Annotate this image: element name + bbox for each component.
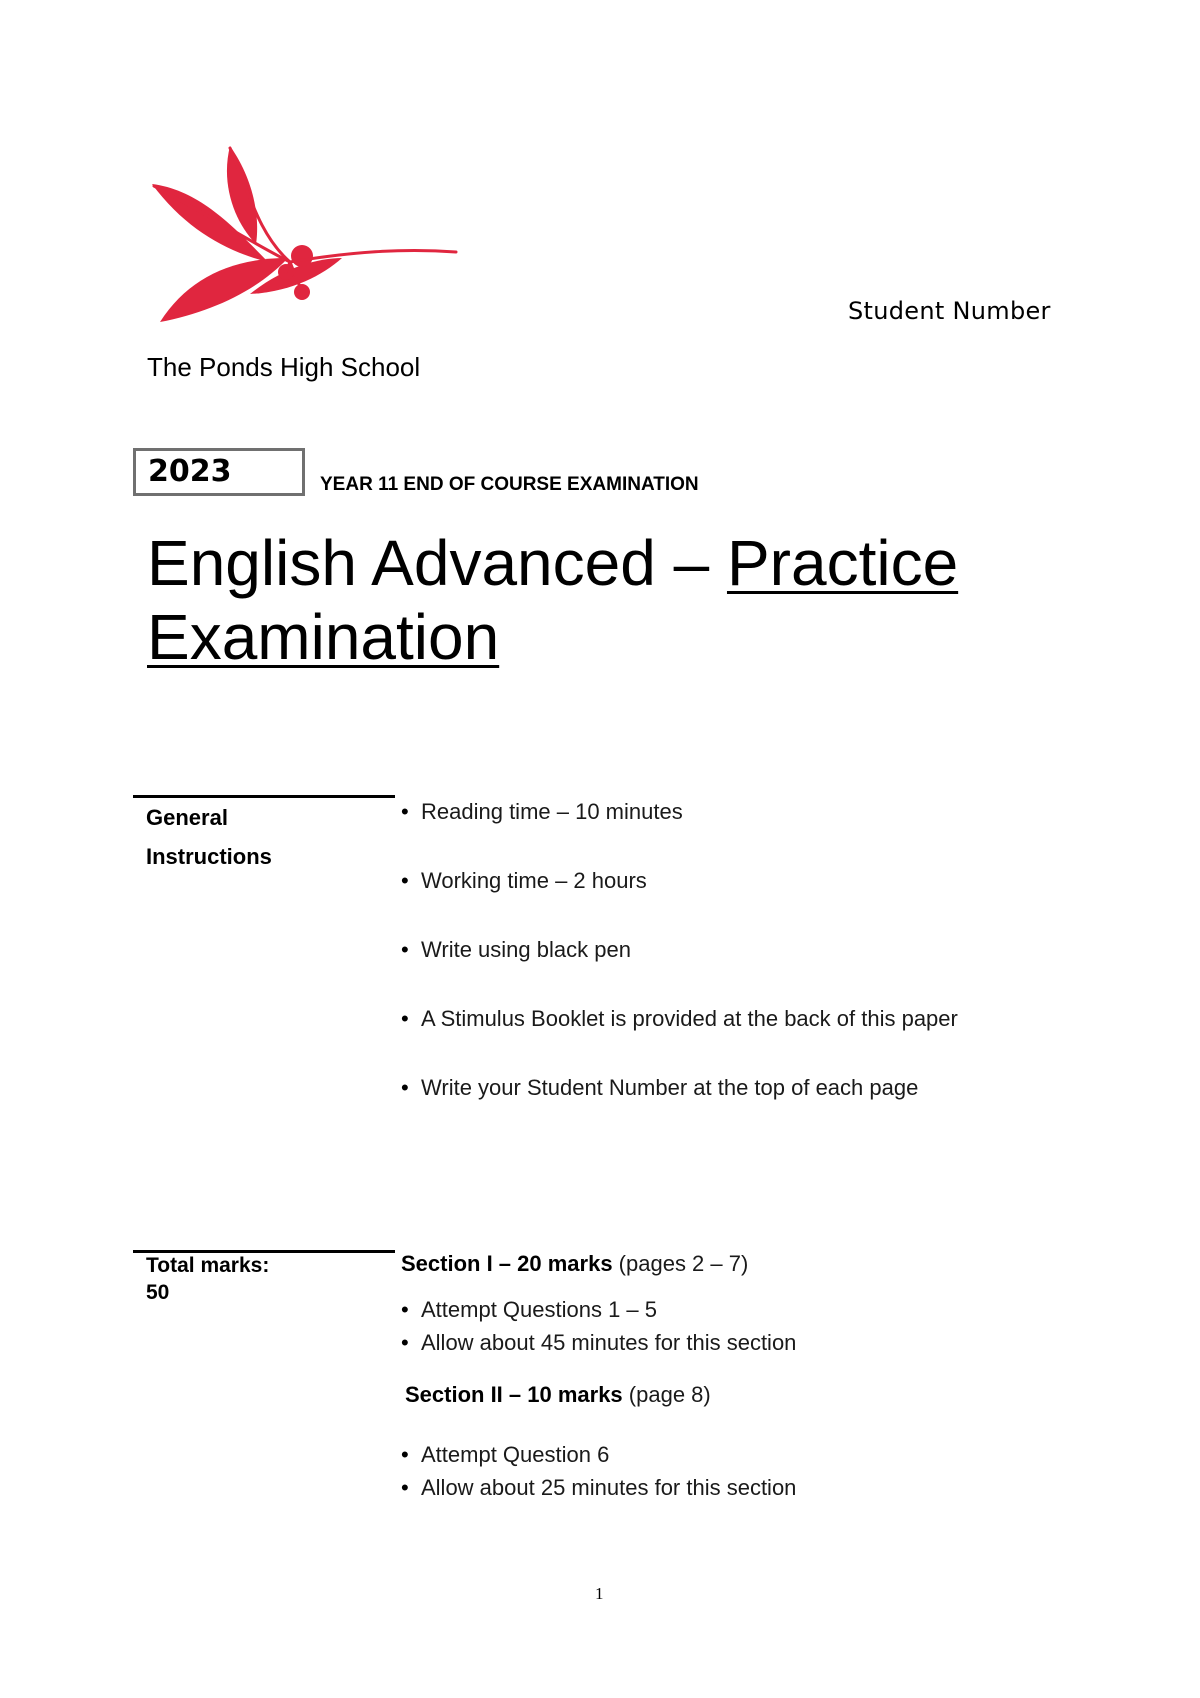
list-item: • Attempt Questions 1 – 5 [401, 1293, 796, 1326]
general-instructions-label [146, 798, 272, 876]
section2-heading [405, 1382, 711, 1408]
student-number-label: Student Number [848, 297, 1051, 325]
exam-label: YEAR 11 END OF COURSE EXAMINATION [320, 474, 699, 495]
total-marks-value: 50 [146, 1281, 170, 1304]
list-item: • Working time – 2 hours [401, 866, 958, 935]
list-item: • Allow about 45 minutes for this section [401, 1326, 796, 1359]
total-marks-label [146, 1252, 269, 1306]
list-item: • Reading time – 10 minutes [401, 797, 958, 866]
general-label-line1: General [146, 805, 228, 830]
school-name: The Ponds High School [147, 352, 421, 382]
total-marks-text: Total marks: [146, 1254, 270, 1277]
general-label-line2: Instructions [146, 844, 272, 869]
list-item: • Allow about 25 minutes for this section [401, 1471, 796, 1504]
gum-leaf-sprig-icon [140, 140, 460, 330]
section2-list [401, 1438, 796, 1504]
list-item: • A Stimulus Booklet is provided at the back of this paper [401, 1004, 958, 1073]
title-practice: Practice [726, 527, 959, 599]
instruction-list [401, 797, 958, 1142]
title-subject: English Advanced – [147, 527, 727, 599]
title-examination: Examination [147, 601, 500, 673]
list-item: • Write your Student Number at the top of each page [401, 1073, 958, 1142]
year-box: 2023 [133, 448, 305, 496]
section1-heading [401, 1251, 748, 1277]
section2-title: Section II – 10 marks [405, 1382, 623, 1407]
section1-pages: (pages 2 – 7) [612, 1251, 749, 1276]
section2-pages: (page 8) [622, 1382, 711, 1407]
list-item: • Attempt Question 6 [401, 1438, 796, 1471]
section1-title: Section I – 20 marks [401, 1251, 613, 1276]
list-item: • Write using black pen [401, 935, 958, 1004]
page-number: 1 [595, 1584, 604, 1603]
page-title [147, 526, 1047, 674]
section1-list [401, 1293, 796, 1359]
